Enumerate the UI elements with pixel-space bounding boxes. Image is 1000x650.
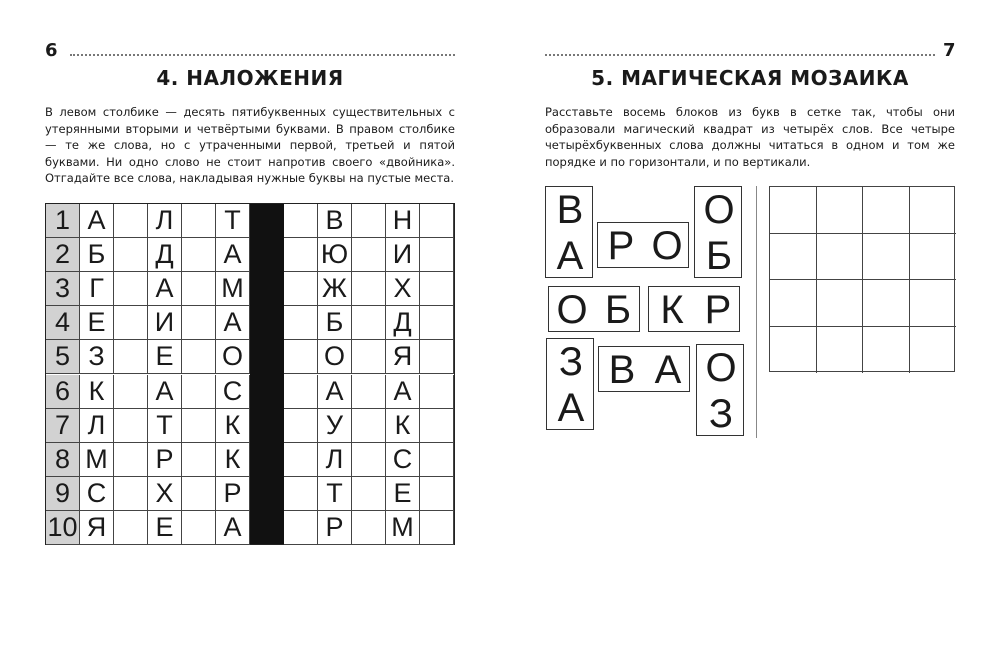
block-letter: В xyxy=(608,347,636,392)
left-letter: Т xyxy=(148,409,182,443)
blank-cell[interactable] xyxy=(114,477,148,511)
left-letter: З xyxy=(80,340,114,374)
puzzle-instructions-left: В левом столбике — десять пятибуквенных существительных с утерянными вторыми и четвёртыми буквами. В правом столбике — те же слова, но с утраченными первой, третьей и пятой буквами. Ни одно слово не стоит напротив своего «двойника». Отгадайте все слова, накладывая нужные буквы на пустые места. xyxy=(45,105,455,185)
blank-cell[interactable] xyxy=(182,409,216,443)
right-letter: И xyxy=(386,238,420,272)
block-letter: З xyxy=(558,339,584,384)
blank-cell[interactable] xyxy=(352,511,386,545)
answer-cell[interactable] xyxy=(910,187,957,234)
left-letter: М xyxy=(80,443,114,477)
blank-cell[interactable] xyxy=(420,238,454,272)
right-letter: Ж xyxy=(318,272,352,306)
left-letter: Е xyxy=(148,511,182,545)
answer-cell[interactable] xyxy=(817,327,864,374)
block-letter: В xyxy=(556,187,584,232)
right-letter: У xyxy=(318,409,352,443)
left-letter: Т xyxy=(216,204,250,238)
left-letter: Л xyxy=(148,204,182,238)
blank-cell[interactable] xyxy=(420,477,454,511)
blank-cell[interactable] xyxy=(114,238,148,272)
letter-block[interactable] xyxy=(598,346,690,392)
left-letter: А xyxy=(216,306,250,340)
right-letter: Д xyxy=(386,306,420,340)
blank-cell[interactable] xyxy=(352,238,386,272)
right-letter: А xyxy=(386,375,420,409)
block-letter: А xyxy=(556,233,584,278)
block-letter: О xyxy=(705,345,737,390)
block-letter: Б xyxy=(604,287,632,332)
left-letter: А xyxy=(216,511,250,545)
puzzle-title-left: 4. НАЛОЖЕНИЯ xyxy=(156,66,344,90)
row-number: 5 xyxy=(46,340,80,374)
blank-cell[interactable] xyxy=(420,409,454,443)
puzzle-instructions-right: Расставьте восемь блоков из букв в сетке так, чтобы они образовали магический квадрат из четырёх слов. Все четыре четырёхбуквенных слова должны читаться в одном и том же порядке и по горизонтали, и по вертикали. xyxy=(545,105,955,169)
right-letter: Я xyxy=(386,340,420,374)
row-number: 2 xyxy=(46,238,80,272)
separator-bar xyxy=(250,204,284,544)
letter-block[interactable] xyxy=(648,286,740,332)
dotted-rule-left xyxy=(70,40,455,56)
right-letter: Е xyxy=(386,477,420,511)
left-letter: Л xyxy=(80,409,114,443)
dotted-rule-right xyxy=(545,40,935,56)
answer-cell[interactable] xyxy=(817,187,864,234)
block-letter: З xyxy=(708,391,734,436)
answer-cell[interactable] xyxy=(863,280,910,327)
blank-cell[interactable] xyxy=(114,375,148,409)
left-letter: М xyxy=(216,272,250,306)
blank-cell[interactable] xyxy=(182,477,216,511)
blank-cell[interactable] xyxy=(284,409,318,443)
row-number: 3 xyxy=(46,272,80,306)
answer-cell[interactable] xyxy=(910,327,957,374)
block-letter: О xyxy=(651,223,683,268)
blank-cell[interactable] xyxy=(352,443,386,477)
left-letter: О xyxy=(216,340,250,374)
answer-cell[interactable] xyxy=(910,234,957,281)
blank-cell[interactable] xyxy=(284,375,318,409)
blank-cell[interactable] xyxy=(114,443,148,477)
letter-block[interactable] xyxy=(696,344,744,436)
right-letter: О xyxy=(318,340,352,374)
right-letter: Р xyxy=(318,511,352,545)
right-letter: Ю xyxy=(318,238,352,272)
left-letter: Е xyxy=(80,306,114,340)
block-letter: Р xyxy=(607,223,635,268)
answer-cell[interactable] xyxy=(770,280,817,327)
page-number-left: 6 xyxy=(45,40,58,61)
left-letter: К xyxy=(80,375,114,409)
answer-cell[interactable] xyxy=(817,234,864,281)
blank-cell[interactable] xyxy=(284,443,318,477)
left-letter: К xyxy=(216,443,250,477)
blank-cell[interactable] xyxy=(182,306,216,340)
left-letter: А xyxy=(148,272,182,306)
row-number: 8 xyxy=(46,443,80,477)
left-letter: Е xyxy=(148,340,182,374)
left-letter: Д xyxy=(148,238,182,272)
blank-cell[interactable] xyxy=(284,272,318,306)
blank-cell[interactable] xyxy=(284,204,318,238)
left-letter: С xyxy=(216,375,250,409)
right-letter: Б xyxy=(318,306,352,340)
blank-cell[interactable] xyxy=(284,306,318,340)
answer-cell[interactable] xyxy=(910,280,957,327)
puzzle-title-right: 5. МАГИЧЕСКАЯ МОЗАИКА xyxy=(591,66,909,90)
right-letter: Т xyxy=(318,477,352,511)
left-letter: Б xyxy=(80,238,114,272)
blank-cell[interactable] xyxy=(420,375,454,409)
blank-cell[interactable] xyxy=(420,306,454,340)
blank-cell[interactable] xyxy=(182,340,216,374)
blank-cell[interactable] xyxy=(114,204,148,238)
left-letter: А xyxy=(80,204,114,238)
blank-cell[interactable] xyxy=(114,409,148,443)
page-number-right: 7 xyxy=(943,40,956,61)
blank-cell[interactable] xyxy=(420,204,454,238)
left-letter: С xyxy=(80,477,114,511)
blank-cell[interactable] xyxy=(420,511,454,545)
left-letter: А xyxy=(148,375,182,409)
left-letter: Г xyxy=(80,272,114,306)
left-letter: А xyxy=(216,238,250,272)
right-letter: Х xyxy=(386,272,420,306)
overlay-puzzle-grid xyxy=(45,203,455,545)
left-letter: Р xyxy=(148,443,182,477)
blank-cell[interactable] xyxy=(114,272,148,306)
vertical-divider xyxy=(756,186,757,438)
blank-cell[interactable] xyxy=(182,443,216,477)
row-number: 6 xyxy=(46,375,80,409)
blank-cell[interactable] xyxy=(420,272,454,306)
block-letter: А xyxy=(557,385,585,430)
left-letter: К xyxy=(216,409,250,443)
blank-cell[interactable] xyxy=(284,511,318,545)
right-letter: К xyxy=(386,409,420,443)
blank-cell[interactable] xyxy=(182,375,216,409)
answer-cell[interactable] xyxy=(770,187,817,234)
letter-block[interactable] xyxy=(546,338,594,430)
block-letter: О xyxy=(556,287,588,332)
row-number: 7 xyxy=(46,409,80,443)
blank-cell[interactable] xyxy=(182,204,216,238)
answer-cell[interactable] xyxy=(817,280,864,327)
answer-cell[interactable] xyxy=(770,234,817,281)
right-letter: Н xyxy=(386,204,420,238)
answer-cell[interactable] xyxy=(863,327,910,374)
right-letter: В xyxy=(318,204,352,238)
letter-block[interactable] xyxy=(548,286,640,332)
blank-cell[interactable] xyxy=(420,340,454,374)
blank-cell[interactable] xyxy=(352,272,386,306)
blank-cell[interactable] xyxy=(284,477,318,511)
block-letter: Б xyxy=(705,233,733,278)
block-letter: О xyxy=(703,187,735,232)
blank-cell[interactable] xyxy=(182,272,216,306)
row-number: 10 xyxy=(46,511,80,545)
letter-block[interactable] xyxy=(545,186,593,278)
blank-cell[interactable] xyxy=(114,340,148,374)
blank-cell[interactable] xyxy=(114,306,148,340)
answer-cell[interactable] xyxy=(770,327,817,374)
blank-cell[interactable] xyxy=(352,409,386,443)
blank-cell[interactable] xyxy=(182,511,216,545)
left-letter: Я xyxy=(80,511,114,545)
blank-cell[interactable] xyxy=(352,375,386,409)
block-letter: К xyxy=(660,287,684,332)
right-letter: М xyxy=(386,511,420,545)
block-letter: А xyxy=(654,347,682,392)
row-number: 4 xyxy=(46,306,80,340)
blank-cell[interactable] xyxy=(182,238,216,272)
right-letter: Л xyxy=(318,443,352,477)
letter-block[interactable] xyxy=(694,186,742,278)
right-letter: А xyxy=(318,375,352,409)
magic-square-answer-grid[interactable] xyxy=(769,186,955,372)
blank-cell[interactable] xyxy=(284,340,318,374)
blank-cell[interactable] xyxy=(420,443,454,477)
left-letter: Р xyxy=(216,477,250,511)
left-letter: Х xyxy=(148,477,182,511)
blank-cell[interactable] xyxy=(114,511,148,545)
letter-block[interactable] xyxy=(597,222,689,268)
answer-cell[interactable] xyxy=(863,234,910,281)
blank-cell[interactable] xyxy=(352,340,386,374)
row-number: 9 xyxy=(46,477,80,511)
blank-cell[interactable] xyxy=(352,204,386,238)
left-letter: И xyxy=(148,306,182,340)
row-number: 1 xyxy=(46,204,80,238)
right-letter: С xyxy=(386,443,420,477)
blank-cell[interactable] xyxy=(352,306,386,340)
blank-cell[interactable] xyxy=(284,238,318,272)
block-letter: Р xyxy=(704,287,732,332)
answer-cell[interactable] xyxy=(863,187,910,234)
blank-cell[interactable] xyxy=(352,477,386,511)
